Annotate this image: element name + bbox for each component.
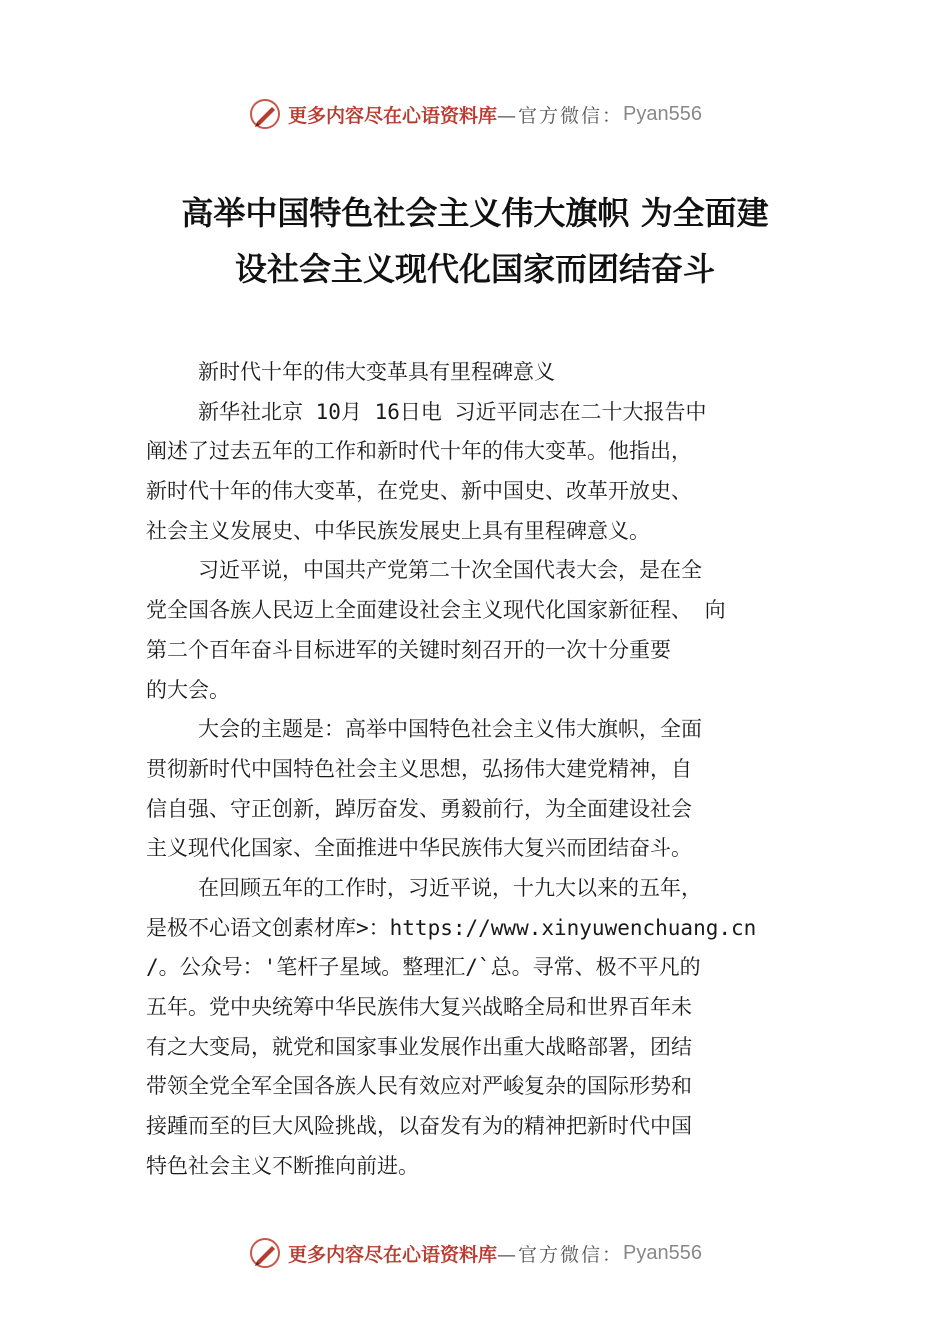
body-line: 党全国各族人民迈上全面建设社会主义现代化国家新征程、 向 bbox=[146, 598, 726, 623]
banner-grey-text: —官方微信： bbox=[497, 104, 624, 127]
banner-wechat-id: Pyan556 bbox=[623, 1241, 702, 1264]
body-line: 接踵而至的巨大风险挑战，以奋发有为的精神把新时代中国 bbox=[146, 1114, 692, 1139]
pen-circle-icon bbox=[248, 97, 282, 131]
header-watermark-banner bbox=[0, 94, 950, 134]
body-line: 习近平说，中国共产党第二十次全国代表大会，是在全 bbox=[198, 558, 702, 583]
title-line-2: 设社会主义现代化国家而团结奋斗 bbox=[234, 250, 715, 288]
body-line: /。公众号：'笔杆子星域。整理汇/`总。寻常、极不平凡的 bbox=[146, 955, 701, 980]
banner-red-text: 更多内容尽在心语资料库 bbox=[288, 1243, 498, 1266]
body-line: 有之大变局，就党和国家事业发展作出重大战略部署，团结 bbox=[146, 1034, 692, 1059]
body-line: 是极不心语文创素材库>：https://www.xinyuwenchuang.cn bbox=[146, 915, 757, 940]
document-body bbox=[146, 353, 811, 1186]
body-line: 带领全党全军全国各族人民有效应对严峻复杂的国际形势和 bbox=[146, 1074, 692, 1099]
body-line: 第二个百年奋斗目标进军的关键时刻召开的一次十分重要 bbox=[146, 637, 671, 662]
body-line: 主义现代化国家、全面推进中华民族伟大复兴而团结奋斗。 bbox=[146, 836, 692, 861]
pen-circle-icon bbox=[248, 1236, 282, 1270]
body-line: 的大会。 bbox=[146, 677, 230, 702]
banner-grey-text: —官方微信： bbox=[497, 1243, 624, 1266]
banner-wechat-id: Pyan556 bbox=[623, 102, 702, 125]
body-line: 贯彻新时代中国特色社会主义思想，弘扬伟大建党精神，自 bbox=[146, 756, 692, 781]
body-line: 五年。党中央统筹中华民族伟大复兴战略全局和世界百年未 bbox=[146, 995, 692, 1019]
body-line: 阐述了过去五年的工作和新时代十年的伟大变革。他指出， bbox=[146, 439, 692, 464]
body-line: 新时代十年的伟大变革具有里程碑意义 bbox=[198, 360, 555, 384]
body-line: 大会的主题是：高举中国特色社会主义伟大旗帜，全面 bbox=[198, 717, 702, 742]
body-line: 社会主义发展史、中华民族发展史上具有里程碑意义。 bbox=[146, 518, 650, 543]
body-line: 信自强、守正创新，踔厉奋发、勇毅前行，为全面建设社会 bbox=[146, 796, 692, 821]
footer-watermark-banner bbox=[0, 1233, 950, 1273]
title-line-1: 高举中国特色社会主义伟大旗帜 为全面建 bbox=[181, 194, 769, 232]
body-line: 新时代十年的伟大变革，在党史、新中国史、改革开放史、 bbox=[146, 479, 692, 504]
body-line: 新华社北京 10月 16日电 习近平同志在二十大报告中 bbox=[198, 399, 707, 424]
body-line: 特色社会主义不断推向前进。 bbox=[146, 1153, 419, 1178]
document-title bbox=[120, 185, 830, 297]
body-line: 在回顾五年的工作时，习近平说，十九大以来的五年， bbox=[198, 875, 702, 900]
banner-red-text: 更多内容尽在心语资料库 bbox=[288, 104, 498, 127]
